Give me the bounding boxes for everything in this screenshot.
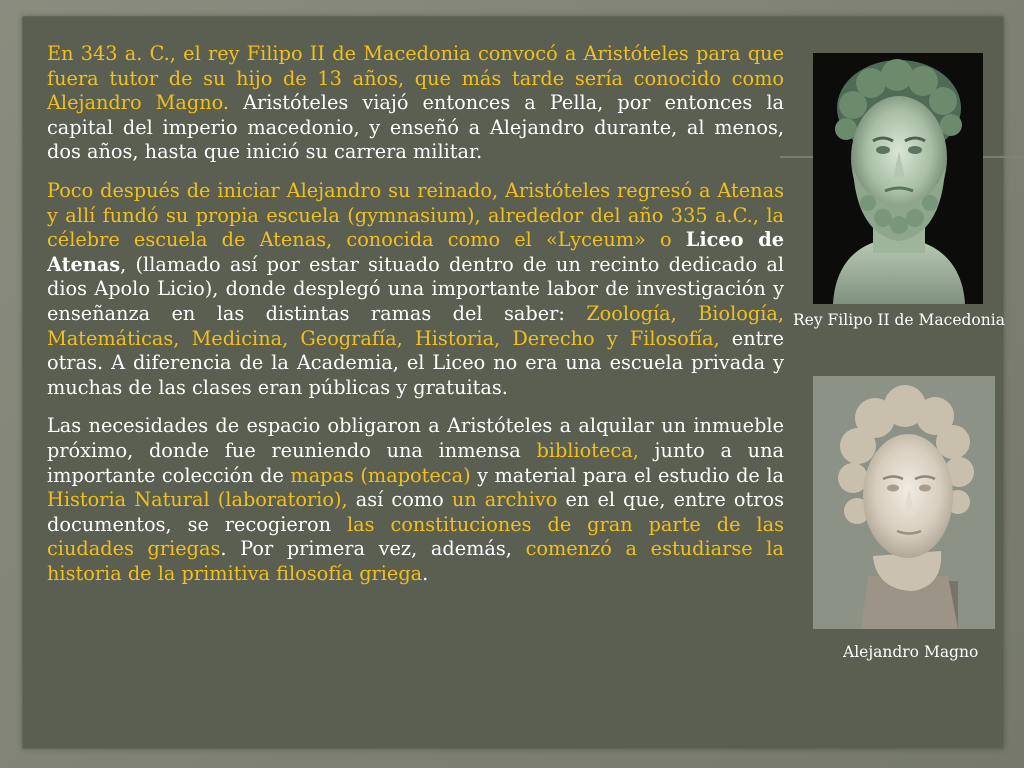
text-run: Las necesidades de espacio obligaron a Aristóteles a alquilar un inmueble próximo, donde fue reuniendo una inmensa [47, 414, 784, 462]
highlighted-text-run: Historia Natural (laboratorio), [47, 488, 348, 512]
alejandro-caption: Alejandro Magno [843, 643, 979, 661]
highlighted-text-run: Zoología, Biología, Matemáticas, Medicina, Geografía, Historia, Derecho y Filosofía, [47, 301, 784, 350]
paragraph-liceo [47, 179, 784, 400]
paragraph-tutor [47, 42, 784, 165]
highlighted-text-run: Poco después de iniciar Alejandro su reinado, Aristóteles regresó a Atenas y allí fundó su propia escuela (gymnasium), alrededor del año 335 a.C., la célebre escuela de Atenas, conocida como el «Lyceum» o [47, 178, 784, 252]
text-run: y material para el estudio de la [470, 463, 784, 487]
text-run: Liceo de Atenas [47, 228, 785, 276]
text-run: entre otras. A diferencia de la Academia, el Liceo no era una escuela privada y muchas de las clases eran públicas y gratuitas. [47, 326, 784, 399]
text-run: . [422, 561, 429, 585]
body-text [47, 42, 784, 600]
filipo-portrait [813, 53, 983, 304]
text-run: en el que, entre otros documentos, se recogieron [47, 488, 784, 536]
highlighted-text-run: las constituciones de gran parte de las ciudades griegas [47, 512, 784, 561]
text-run: junto a una importante colección de [47, 438, 784, 487]
highlighted-text-run: comenzó a estudiarse la historia de la primitiva filosofía griega [47, 537, 784, 585]
alejandro-portrait [813, 376, 995, 629]
text-run: , (llamado así por estar situado dentro de un recinto dedicado al dios Apolo Licio), donde desplegó una importante labor de investigación y enseñanza en las distintas ramas del saber: [47, 252, 784, 325]
highlighted-text-run: mapas (mapoteca) [290, 463, 471, 487]
highlighted-text-run: biblioteca, [536, 438, 639, 462]
text-run: . Por primera vez, además, [220, 537, 526, 561]
alejandro-head-image [813, 376, 995, 629]
filipo-caption: Rey Filipo II de Macedonia [793, 311, 1005, 329]
paragraph-biblioteca [47, 414, 784, 586]
text-run: así como [347, 488, 452, 512]
highlighted-text-run: un archivo [451, 488, 558, 512]
highlighted-text-run: En 343 a. C., el rey Filipo II de Macedonia convocó a Aristóteles para que fuera tutor de su hijo de 13 años, que más tarde sería conocido como Alejandro Magno. [47, 42, 784, 115]
filipo-bust-image [813, 53, 983, 304]
text-run: Aristóteles viajó entonces a Pella, por entonces la capital del imperio macedonio, y enseñó a Alejandro durante, al menos, dos años, hasta que inició su carrera militar. [47, 91, 784, 164]
